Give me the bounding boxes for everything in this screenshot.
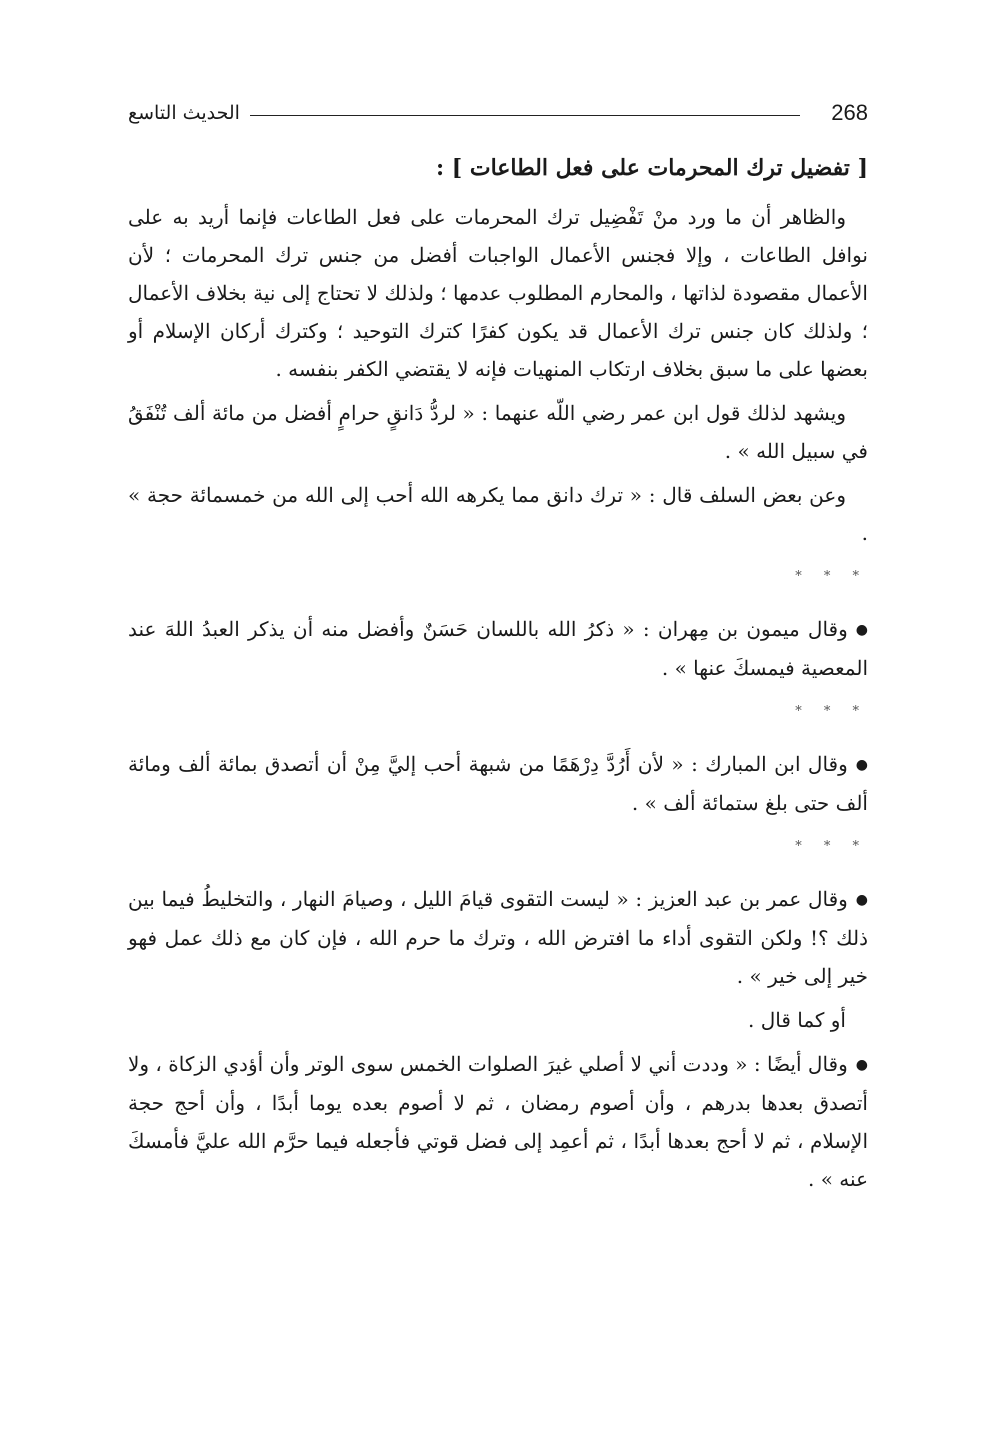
book-page — [128, 90, 868, 1390]
quote-text: وقال أيضًا : « وددت أني لا أصلي غيرَ الصلوات الخمس سوى الوتر وأن أؤدي الزكاة ، ولا أتصدق بعدها بدرهم ، وأن أصوم رمضان ، ثم لا أصوم بعده يوما أبدًا ، وأن أحج حجة الإسلام ، ثم لا أحج بعدها أبدًا ، ثم أعمِد إلى فضل قوتي فأجعله فيما حرَّم الله عليَّ فأمسكَ عنه » . — [128, 1052, 868, 1191]
paragraph: ويشهد لذلك قول ابن عمر رضي اللّه عنهما : « لردُّ دَانقٍ حرامٍ أفضل من مائة ألف تُنْفَقُ في سبيل الله » . — [128, 401, 868, 463]
header-rule — [250, 115, 800, 116]
paragraph: وعن بعض السلف قال : « ترك دانق مما يكرهه الله أحب إلى الله من خمسمائة حجة » . — [128, 483, 868, 545]
section-separator: * * * — [795, 704, 868, 719]
page-header — [128, 98, 868, 128]
paragraph: والظاهر أن ما ورد منْ تَفْضِيل ترك المحرمات على فعل الطاعات فإنما أريد به على نوافل الطاعات ، وإلا فجنس الأعمال الواجبات أفضل من جنس ترك المحرمات ؛ لأن الأعمال مقصودة لذاتها ، والمحارم المطلوب عدمها ؛ ولذلك لا تحتاج إلى نية بخلاف الأعمال ؛ ولذلك كان جنس ترك الأعمال قد يكون كفرًا كترك التوحيد ؛ وكترك أركان الإسلام أو بعضها على ما سبق بخلاف ارتكاب المنهيات فإنه لا يقتضي الكفر بنفسه . — [128, 205, 868, 381]
section-separator: * * * — [795, 839, 868, 854]
bullet-icon: ● — [855, 622, 868, 638]
quote-paragraph — [128, 610, 868, 687]
quote-paragraph — [128, 880, 868, 995]
quote-text: وقال ابن المبارك : « لأن أَرُدَّ دِرْهَمًا من شبهة أحب إليَّ مِنْ أن أتصدق بمائة ألف ومائة ألف حتى بلغ ستمائة ألف » . — [128, 752, 868, 815]
bullet-icon: ● — [855, 1057, 868, 1073]
running-title: الحديث التاسع — [128, 102, 240, 124]
quote-paragraph — [128, 1045, 868, 1198]
quote-text: وقال ميمون بن مِهران : « ذكرُ الله باللسان حَسَنٌ وأفضل منه أن يذكر العبدُ اللهَ عند المعصية فيمسكَ عنها » . — [128, 617, 868, 680]
closing-remark: أو كما قال . — [747, 1008, 846, 1032]
page-content — [128, 148, 868, 1204]
bullet-icon: ● — [855, 892, 868, 908]
page-number: 268 — [831, 100, 868, 125]
section-heading: [ تفضيل ترك المحرمات على فعل الطاعات ] : — [436, 155, 868, 181]
section-separator: * * * — [795, 569, 868, 584]
quote-paragraph — [128, 745, 868, 822]
bullet-icon: ● — [855, 757, 868, 773]
quote-text: وقال عمر بن عبد العزيز : « ليست التقوى قيامَ الليل ، وصيامَ النهار ، والتخليطُ فيما بين ذلك ؟! ولكن التقوى أداء ما افترض الله ، وترك ما حرم الله ، فإن كان مع ذلك عمل فهو خير إلى خير » . — [128, 887, 868, 988]
